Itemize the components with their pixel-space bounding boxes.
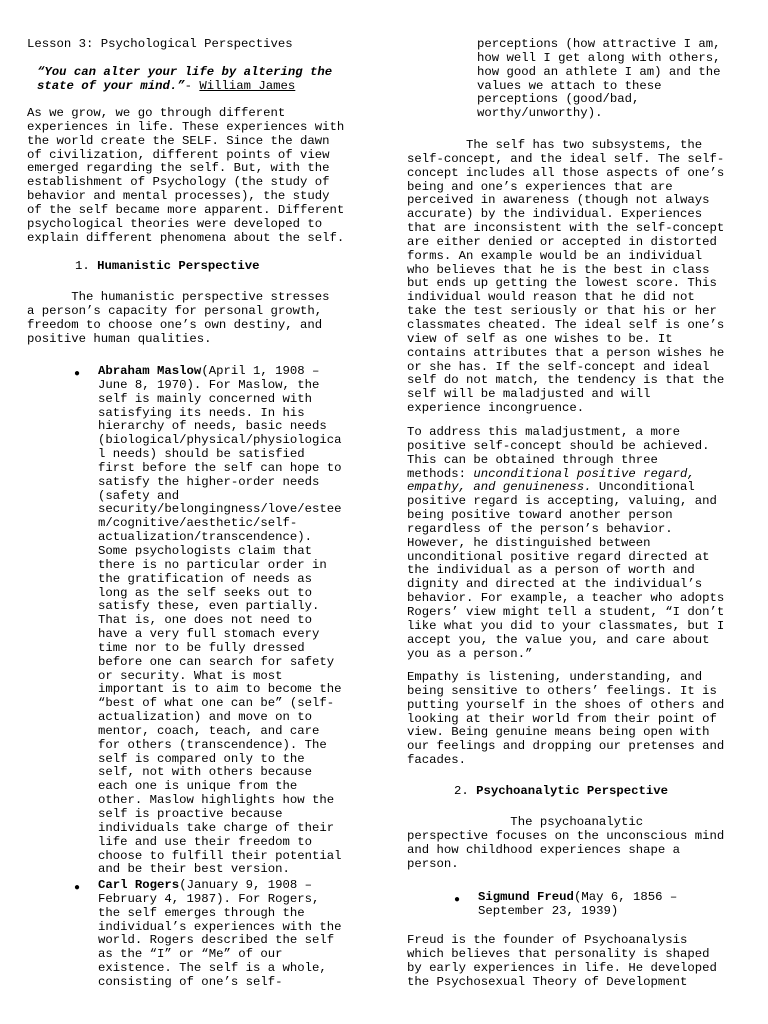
maslow-line: the gratification of needs as (98, 571, 313, 586)
maslow-line: l needs) should be satisfied (98, 447, 305, 462)
address-line: Rogers’ view might tell a student, “I don’t (407, 604, 725, 619)
freud-dates: (May 6, 1856 – (573, 890, 678, 904)
maslow-line: satisfying its needs. In his (98, 405, 305, 420)
psychoanalytic-line: person. (407, 856, 459, 871)
maslow-line: satisfy these, even partially. (98, 599, 320, 614)
empathy-paragraph (407, 671, 724, 768)
bullet-icon: ● (74, 883, 81, 894)
section-title: Humanistic Perspective (97, 259, 260, 273)
subsystems-line: who believes that he is the best in class (407, 262, 710, 277)
intro-line: of the self became more apparent. Different (27, 202, 345, 217)
address-line: like what you did to your classmates, but I (407, 618, 725, 633)
section-number: 2. (454, 784, 469, 798)
maslow-line: important is to aim to become the (98, 682, 342, 697)
maslow-line: before one can search for safety (98, 654, 335, 669)
maslow-line: (safety and (98, 488, 180, 503)
humanistic-line: a person’s capacity for personal growth, (27, 303, 323, 318)
continuation-line: how well I get along with others, (477, 50, 721, 65)
freud-line: by early experiences in life. He developed (407, 960, 717, 975)
maslow-line: actualization) and move on to (98, 710, 313, 725)
maslow-dates: (April 1, 1908 – (201, 364, 320, 378)
subsystems-line: classmates cheated. The ideal self is one’s (407, 317, 725, 332)
subsystems-line: being and one’s experiences that are (407, 179, 673, 194)
maslow-line: m/cognitive/aesthetic/self- (98, 516, 298, 531)
maslow-line: security/belongingness/love/estee (98, 502, 342, 517)
empathy-line: view. Being genuine means being open with (407, 725, 710, 740)
psychoanalytic-paragraph (407, 816, 724, 871)
subsystems-line: that are inconsistent with the self-concept (407, 221, 725, 236)
address-line: However, he distinguished between (407, 535, 651, 550)
empathy-line: facades. (407, 753, 467, 768)
maslow-line: satisfy the higher-order needs (98, 474, 320, 489)
freud-entry (478, 891, 677, 919)
rogers-line: consisting of one’s self- (98, 974, 283, 989)
subsystems-line: are either denied or accepted in distorted (407, 234, 717, 249)
empathy-line: looking at their world from their point of (407, 711, 717, 726)
intro-line: behavior and mental processes), the study (27, 189, 330, 204)
intro-line: of civilization, different points of view (27, 147, 330, 162)
maslow-line: Some psychologists claim that (98, 543, 313, 558)
freud-name: Sigmund Freud (478, 890, 574, 904)
subsystems-line: but ends up getting the lowest score. This (407, 276, 717, 291)
maslow-name: Abraham Maslow (98, 364, 202, 378)
section-heading-psychoanalytic (454, 785, 668, 799)
address-paragraph (407, 426, 724, 661)
maslow-line: June 8, 1970). For Maslow, the (98, 377, 320, 392)
humanistic-line: freedom to choose one’s own destiny, and (27, 317, 323, 332)
bullet-icon: ● (74, 369, 81, 380)
maslow-line: That is, one does not need to (98, 613, 313, 628)
rogers-line: individual’s experiences with the (98, 919, 342, 934)
intro-line: establishment of Psychology (the study of (27, 175, 330, 190)
empathy-line: our feelings and dropping our pretenses and (407, 739, 725, 754)
maslow-line: long as the self seeks out to (98, 585, 313, 600)
maslow-line: “best of what one can be” (self- (98, 696, 335, 711)
rogers-dates: (January 9, 1908 – (179, 878, 313, 892)
intro-paragraph (27, 107, 344, 245)
subsystems-line: accurate) by the individual. Experiences (407, 207, 703, 222)
humanistic-line: The humanistic perspective stresses (27, 290, 330, 304)
continuation-line: perceptions (how attractive I am, (477, 37, 721, 51)
quote-line-1: “You can alter your life by altering the (37, 65, 333, 79)
quote-line-2: state of your mind.” (37, 78, 185, 93)
address-line: the individual as a person of worth and (407, 563, 695, 578)
address-line-tail: Unconditional (591, 480, 695, 495)
subsystems-line: contains attributes that a person wishes he (407, 345, 725, 360)
subsystems-line: view of self as one wishes to be. It (407, 331, 673, 346)
maslow-line: hierarchy of needs, basic needs (98, 419, 327, 434)
section-heading-humanistic (75, 260, 260, 274)
maslow-line: and be their best version. (98, 862, 290, 877)
maslow-line: or security. What is most (98, 668, 283, 683)
address-line: being positive toward another person (407, 508, 673, 523)
address-line: positive regard is accepting, valuing, and (407, 494, 717, 509)
psychoanalytic-line: The psychoanalytic (407, 815, 644, 829)
continuation-line: values we attach to these (477, 78, 662, 93)
subsystems-line: individual would reason that he did not (407, 290, 695, 305)
continuation-line: how good an athlete I am) and the (477, 64, 721, 79)
rogers-line: February 4, 1987). For Rogers, (98, 891, 320, 906)
quote-dash: - (184, 78, 200, 93)
address-line: behavior. For example, a teacher who adopts (407, 591, 725, 606)
maslow-line: actualization/transcendence). (98, 530, 313, 545)
maslow-line: each one is unique from the (98, 779, 298, 794)
maslow-line: (biological/physical/physiologica (98, 433, 342, 448)
maslow-line: individuals take charge of their (98, 820, 335, 835)
freud-line: Freud is the founder of Psychoanalysis (407, 933, 688, 947)
rogers-entry (98, 879, 342, 990)
freud-line: which believes that personality is shaped (407, 946, 710, 961)
bullet-icon: ● (454, 895, 461, 906)
maslow-line: self is proactive because (98, 807, 283, 821)
address-line: regardless of the person’s behavior. (407, 521, 673, 536)
empathy-line: Empathy is listening, understanding, and (407, 670, 703, 684)
maslow-line: self, not with others because (98, 765, 313, 780)
humanistic-line: positive human qualities. (27, 331, 212, 346)
rogers-line: the self emerges through the (98, 905, 305, 920)
lesson-title: Lesson 3: Psychological Perspectives (27, 37, 293, 51)
subsystems-line: forms. An example would be an individual (407, 248, 703, 263)
subsystems-line: self do not match, the tendency is that the (407, 373, 725, 388)
subsystems-paragraph (407, 139, 724, 416)
maslow-line: time nor to be fully dressed (98, 640, 305, 655)
maslow-line: self is compared only to the (98, 751, 305, 766)
maslow-line: self is mainly concerned with (98, 391, 313, 406)
address-line: accept you, the value you, and care about (407, 632, 710, 647)
address-line: positive self-concept should be achieved. (407, 438, 710, 453)
subsystems-line: The self has two subsystems, the (407, 138, 703, 152)
intro-line: As we grow, we go through different (27, 106, 286, 120)
intro-line: the world create the SELF. Since the dawn (27, 133, 330, 148)
subsystems-line: take the test seriously or that his or her (407, 304, 717, 319)
address-line: you as a person.” (407, 646, 533, 661)
maslow-line: choose to fulfill their potential (98, 848, 342, 863)
maslow-line: for others (transcendence). The (98, 737, 327, 752)
rogers-continuation (477, 38, 721, 121)
quote-author: William James (199, 78, 296, 93)
intro-line: explain different phenomena about the self. (27, 230, 345, 245)
address-line: unconditional positive regard directed at (407, 549, 710, 564)
rogers-line: existence. The self is a whole, (98, 961, 327, 976)
maslow-line: have a very full stomach every (98, 627, 320, 642)
subsystems-line: perceived in awareness (though not always (407, 193, 710, 208)
address-line: To address this maladjustment, a more (407, 425, 681, 439)
subsystems-line: self will be maladjusted and will (407, 387, 651, 402)
maslow-line: mentor, coach, teach, and care (98, 723, 320, 738)
psychoanalytic-line: perspective focuses on the unconscious mind (407, 828, 725, 843)
maslow-line: other. Maslow highlights how the (98, 793, 335, 808)
subsystems-line: experience incongruence. (407, 401, 585, 416)
subsystems-line: or she has. If the self-concept and ideal (407, 359, 710, 374)
section-title: Psychoanalytic Perspective (476, 784, 669, 798)
freud-paragraph (407, 934, 717, 989)
empathy-line: being sensitive to others’ feelings. It is (407, 683, 717, 698)
address-line: This can be obtained through three (407, 452, 658, 467)
maslow-line: first before the self can hope to (98, 460, 342, 475)
epigraph-quote (37, 66, 332, 94)
freud-line: the Psychosexual Theory of Development (407, 974, 688, 989)
rogers-name: Carl Rogers (98, 878, 180, 892)
empathy-line: putting yourself in the shoes of others and (407, 697, 725, 712)
subsystems-line: self-concept, and the ideal self. The self- (407, 151, 725, 166)
psychoanalytic-line: and how childhood experiences shape a (407, 842, 681, 857)
maslow-line: there is no particular order in (98, 557, 327, 572)
continuation-line: worthy/unworthy). (477, 106, 603, 121)
maslow-line: life and use their freedom to (98, 834, 313, 849)
humanistic-paragraph (27, 291, 330, 346)
subsystems-line: concept includes all those aspects of one’s (407, 165, 725, 180)
rogers-line: as the “I” or “Me” of our (98, 947, 283, 962)
address-methods-italic-2: empathy, and genuineness. (407, 480, 592, 495)
intro-line: experiences in life. These experiences with (27, 119, 345, 134)
continuation-line: perceptions (good/bad, (477, 92, 640, 107)
freud-dates-end: September 23, 1939) (478, 903, 619, 918)
rogers-line: world. Rogers described the self (98, 933, 335, 948)
section-number: 1. (75, 259, 90, 273)
address-methods-italic: unconditional positive regard, (473, 466, 695, 481)
address-line: dignity and directed at the individual’s (407, 577, 703, 592)
address-methods-label: methods: (407, 466, 474, 481)
maslow-entry (98, 365, 342, 877)
intro-line: emerged regarding the self. But, with the (27, 161, 330, 176)
intro-line: psychological theories were developed to (27, 216, 323, 231)
